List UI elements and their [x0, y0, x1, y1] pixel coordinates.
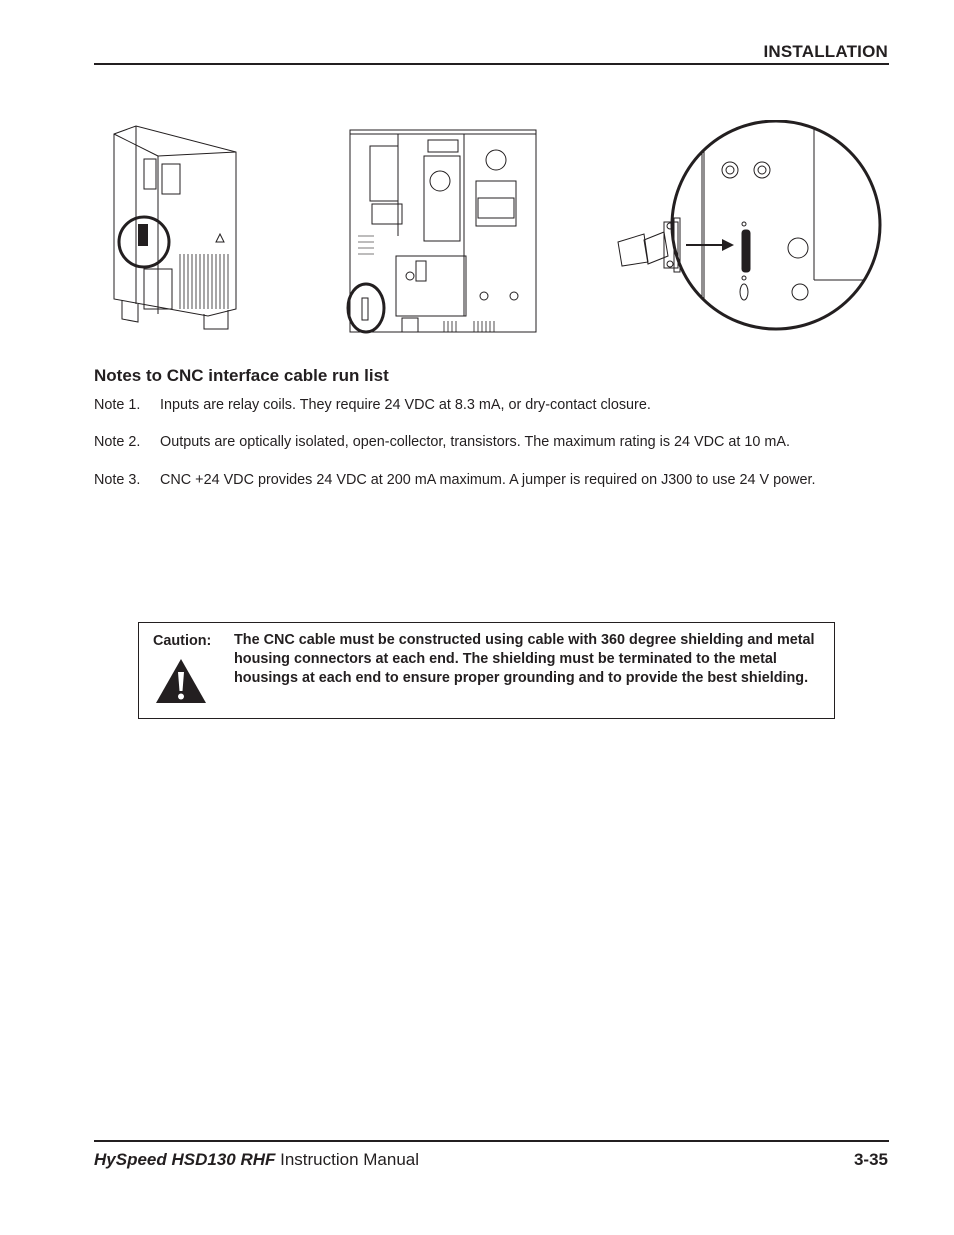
power-supply-exterior-illustration	[108, 124, 248, 334]
caution-box	[138, 622, 835, 719]
note-label: Note 1.	[94, 397, 141, 413]
footer-manual: Instruction Manual	[275, 1150, 420, 1169]
note-label: Note 3.	[94, 472, 141, 488]
section-heading: Notes to CNC interface cable run list	[94, 366, 389, 385]
power-supply-interior-illustration	[344, 126, 544, 336]
cnc-connector-detail-illustration	[604, 120, 884, 334]
note-item	[94, 433, 790, 451]
footer-manual-title	[94, 1150, 419, 1170]
header-rule	[94, 63, 889, 65]
caution-text: The CNC cable must be constructed using cable with 360 degree shielding and metal housing connectors at each end. The shielding must be terminated to the metal housings at each end to ensure proper grounding and to provide the best shielding.	[234, 632, 815, 686]
note-text: Inputs are relay coils. They require 24 VDC at 8.3 mA, or dry-contact closure.	[160, 397, 651, 413]
footer-rule	[94, 1140, 889, 1142]
caution-label: Caution:	[153, 633, 212, 649]
note-label: Note 2.	[94, 434, 141, 450]
figure-group	[94, 118, 894, 338]
note-item	[94, 396, 651, 414]
footer-brand: HySpeed HSD130 RHF	[94, 1150, 276, 1169]
note-item	[94, 471, 816, 489]
warning-triangle-icon	[154, 657, 208, 705]
note-text: CNC +24 VDC provides 24 VDC at 200 mA maximum. A jumper is required on J300 to use 24 V power.	[160, 472, 816, 488]
page-number: 3-35	[853, 1150, 888, 1169]
note-text: Outputs are optically isolated, open-collector, transistors. The maximum rating is 24 VDC at 10 mA.	[160, 434, 790, 450]
section-title: INSTALLATION	[763, 42, 888, 61]
